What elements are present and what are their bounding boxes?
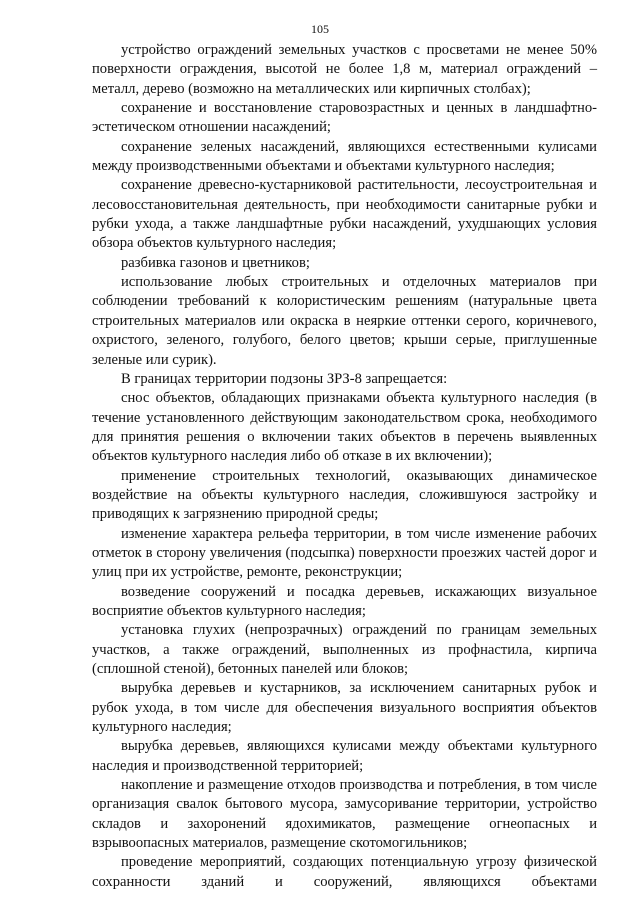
page-number: 105 — [311, 22, 329, 36]
section-heading: В границах территории подзоны ЗРЗ-8 запрещается: — [121, 370, 448, 387]
paragraph: применение строительных технологий, оказывающих динамическое воздействие на объекты культурного наследия, сложившуюся застройку и приводящих к загрязнению природной среды; — [92, 467, 597, 523]
paragraph: установка глухих (непрозрачных) ограждений по границам земельных участков, а также ограждений, выполненных из профнастила, кирпича (сплошной стеной), бетонных панелей или блоков; — [92, 622, 597, 677]
paragraph: сохранение и восстановление старовозрастных и ценных в ландшафтно-эстетическом отношении насаждений; — [92, 100, 597, 136]
paragraph: проведение мероприятий, создающих потенциальную угрозу физической сохранности зданий и сооружений, являющихся объектами — [92, 854, 597, 890]
paragraph: сохранение древесно-кустарниковой растительности, лесоустроительная и лесовосстановительная деятельность, при необходимости санитарные рубки и рубки ухода, а также ландшафтные рубки насаждений, ухудшающих условия обзора объектов культурного наследия; — [92, 177, 597, 252]
paragraph: вырубка деревьев и кустарников, за исключением санитарных рубок и рубок ухода, в том числе для обеспечения визуального восприятия объектов культурного наследия; — [92, 680, 597, 736]
paragraph: сохранение зеленых насаждений, являющихся естественными кулисами между производственными объектами и объектами культурного наследия; — [92, 138, 597, 175]
paragraph: разбивка газонов и цветников; — [121, 254, 310, 271]
paragraph: использование любых строительных и отделочных материалов при соблюдении требований к колористическим решениям (натуральные цвета строительных материалов или окраска в неяркие оттенки серого, коричневого, охристого, зеленого, голубого, белого цветов; крыши серые, приглушенные зеленые или сурик). — [92, 274, 597, 368]
document-body — [92, 41, 597, 892]
paragraph: устройство ограждений земельных участков с просветами не менее 50% поверхности ограждения, высотой не более 1,8 м, материал ограждений – металл, дерево (возможно на металлических или кирпичных столбах); — [92, 42, 597, 97]
paragraph: изменение характера рельефа территории, в том числе изменение рабочих отметок в сторону увеличения (подсыпка) поверхности проезжих частей дорог и улиц при их устройстве, ремонте, реконструкции; — [92, 525, 597, 581]
paragraph: снос объектов, обладающих признаками объекта культурного наследия (в течение установленного действующим законодательством срока, необходимого для принятия решения о включении таких объектов в перечень выявленных объектов культурного наследия либо об отказе в их включении); — [92, 390, 597, 465]
paragraph: возведение сооружений и посадка деревьев, искажающих визуальное восприятие объектов культурного наследия; — [92, 583, 597, 619]
paragraph: вырубка деревьев, являющихся кулисами между объектами культурного наследия и производственной территорией; — [92, 738, 597, 774]
paragraph: накопление и размещение отходов производства и потребления, в том числе организация свалок бытового мусора, замусоривание территории, устройство складов и захоронений ядохимикатов, размещение огнеопасных и взрывоопасных материалов, размещение скотомогильников; — [92, 777, 597, 852]
